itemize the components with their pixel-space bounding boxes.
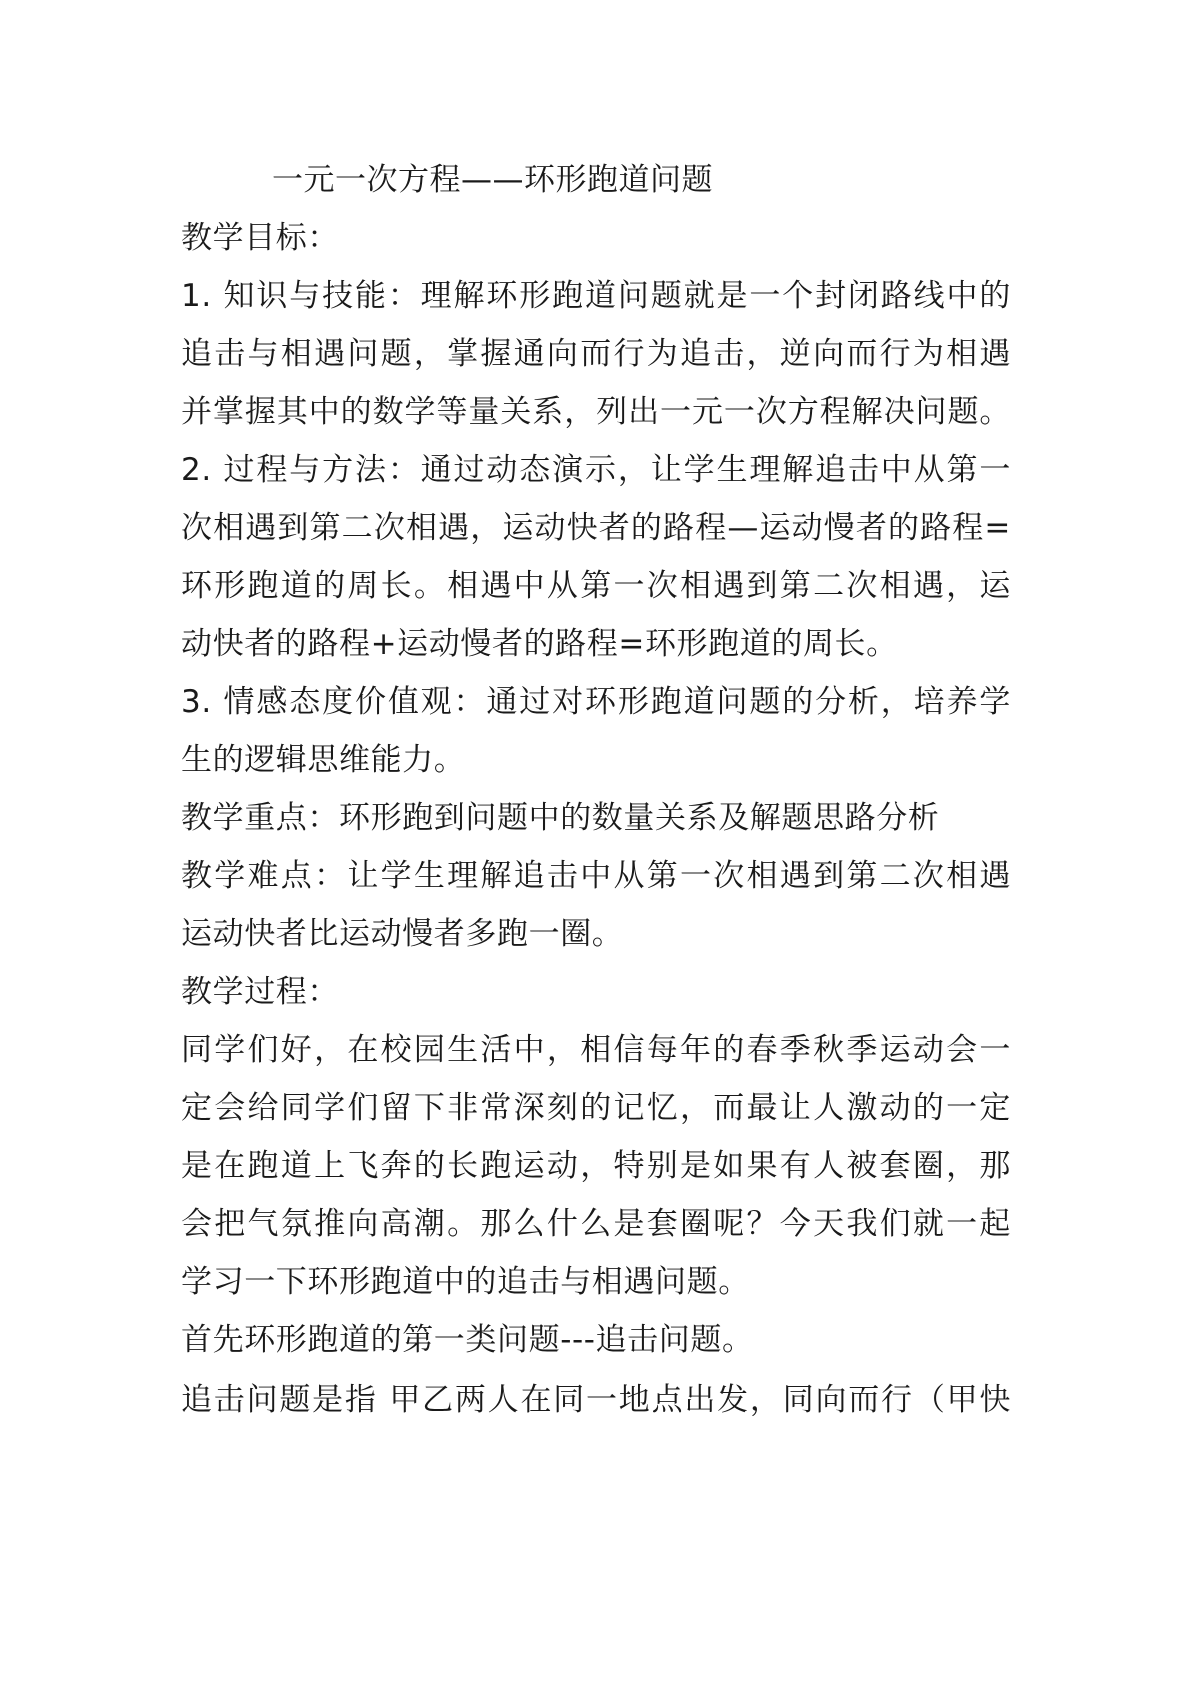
paragraph-line: 会把气氛推向高潮。那么什么是套圈呢？今天我们就一起 [181,1206,1011,1242]
paragraph-line: 生的逻辑思维能力。 [181,742,466,778]
section-heading-objectives: 教学目标： [181,220,339,256]
paragraph-line: 3. 情感态度价值观：通过对环形跑道问题的分析，培养学 [181,684,1011,720]
paragraph-line: 定会给同学们留下非常深刻的记忆，而最让人激动的一定 [181,1090,1011,1126]
paragraph-line: 学习一下环形跑道中的追击与相遇问题。 [181,1264,750,1300]
paragraph-line: 同学们好，在校园生活中，相信每年的春季秋季运动会一 [181,1032,1011,1068]
document-title: 一元一次方程——环形跑道问题 [272,162,713,198]
paragraph-line: 并掌握其中的数学等量关系，列出一元一次方程解决问题。 [181,394,1011,430]
key-points-line: 教学重点：环形跑到问题中的数量关系及解题思路分析 [181,800,940,836]
paragraph-line: 是在跑道上飞奔的长跑运动，特别是如果有人被套圈，那 [181,1148,1011,1184]
paragraph-line: 运动快者比运动慢者多跑一圈。 [181,916,624,952]
paragraph-line: 环形跑道的周长。相遇中从第一次相遇到第二次相遇，运 [181,568,1011,604]
difficulties-line: 教学难点：让学生理解追击中从第一次相遇到第二次相遇 [181,858,1011,894]
paragraph-line: 追击问题是指 甲乙两人在同一地点出发，同向而行（甲快 [181,1382,1011,1418]
paragraph-line: 2. 过程与方法：通过动态演示，让学生理解追击中从第一 [181,452,1011,488]
paragraph-line: 动快者的路程+运动慢者的路程=环形跑道的周长。 [181,626,898,662]
paragraph-line: 1. 知识与技能：理解环形跑道问题就是一个封闭路线中的 [181,278,1011,314]
paragraph-line: 首先环形跑道的第一类问题---追击问题。 [181,1322,754,1358]
paragraph-line: 追击与相遇问题，掌握通向而行为追击，逆向而行为相遇 [181,336,1011,372]
section-heading-process: 教学过程： [181,974,339,1010]
paragraph-line: 次相遇到第二次相遇，运动快者的路程—运动慢者的路程= [181,510,1011,546]
